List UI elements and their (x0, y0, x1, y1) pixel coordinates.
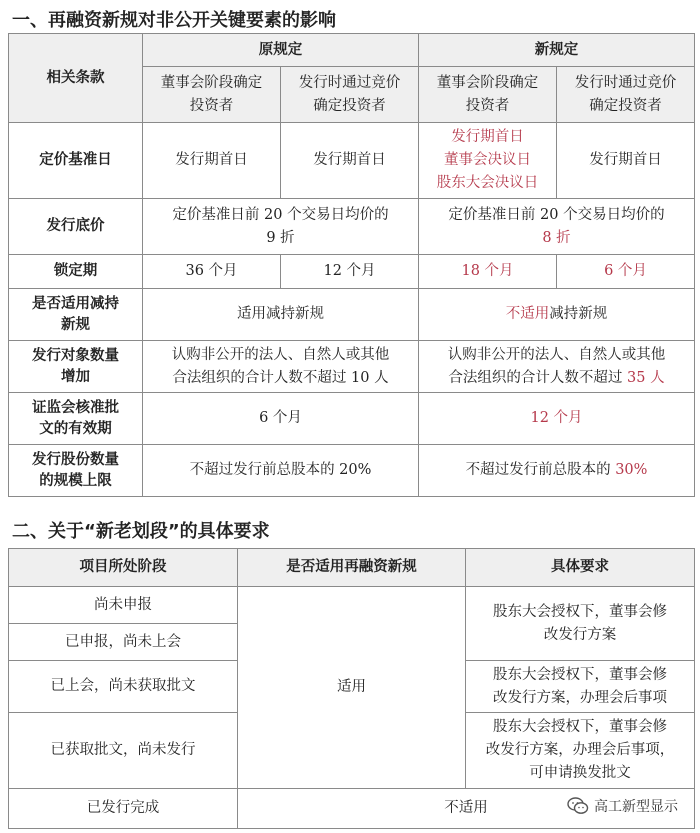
table-row (9, 393, 695, 445)
watermark (567, 796, 678, 816)
table-row (9, 549, 695, 587)
table-cell: 发行期首日 (557, 123, 695, 199)
table-cell: 12 个月 (419, 393, 695, 445)
table-row (9, 445, 695, 497)
stage-cell: 尚未申报 (9, 587, 238, 624)
table-cell: 认购非公开的法人、自然人或其他 合法组织的合计人数不超过 35 人 (419, 341, 695, 393)
table-cell: 定价基准日前 20 个交易日均价的 9 折 (143, 199, 419, 255)
stage-cell: 已申报，尚未上会 (9, 624, 238, 661)
table-cell: 18 个月 (419, 255, 557, 289)
header-stage: 项目所处阶段 (9, 549, 238, 587)
table-row (9, 255, 695, 289)
rules-comparison-table (8, 33, 695, 497)
section1-title: 一、再融资新规对非公开关键要素的影响 (12, 10, 336, 31)
table-cell: 发行期首日 董事会决议日 股东大会决议日 (419, 123, 557, 199)
table-cell: 6 个月 (557, 255, 695, 289)
table-cell: 不适用减持新规 (419, 289, 695, 341)
table-row (9, 123, 695, 199)
table-cell: 适用减持新规 (143, 289, 419, 341)
wechat-icon (567, 797, 589, 815)
header-old-rules: 原规定 (143, 34, 419, 67)
table-cell: 36 个月 (143, 255, 281, 289)
stage-cell: 已发行完成 (9, 789, 238, 829)
not-applicable-cell: 不适用 (238, 789, 695, 829)
table-cell: 认购非公开的法人、自然人或其他 合法组织的合计人数不超过 10 人 (143, 341, 419, 393)
header-item-column: 相关条款 (9, 34, 143, 123)
row-label: 发行底价 (9, 199, 143, 255)
table-cell: 不超过发行前总股本的 30% (419, 445, 695, 497)
header-old-board-stage: 董事会阶段确定 投资者 (143, 67, 281, 123)
table-row (9, 199, 695, 255)
requirement-cell: 股东大会授权下，董事会修 改发行方案，办理会后事项， 可申请换发批文 (466, 713, 695, 789)
table-cell: 定价基准日前 20 个交易日均价的 8 折 (419, 199, 695, 255)
header-applicable: 是否适用再融资新规 (238, 549, 466, 587)
table-cell: 发行期首日 (143, 123, 281, 199)
stage-cell: 已上会，尚未获取批文 (9, 661, 238, 713)
row-label: 锁定期 (9, 255, 143, 289)
table-row (9, 34, 695, 67)
table-row (9, 289, 695, 341)
watermark-text: 高工新型显示 (594, 799, 678, 815)
row-label: 发行对象数量 增加 (9, 341, 143, 393)
table-row (9, 587, 695, 624)
row-label: 证监会核准批 文的有效期 (9, 393, 143, 445)
header-old-bidding: 发行时通过竞价 确定投资者 (281, 67, 419, 123)
header-requirement: 具体要求 (466, 549, 695, 587)
requirement-cell: 股东大会授权下，董事会修 改发行方案 (466, 587, 695, 661)
section2-title: 二、关于“新老划段”的具体要求 (12, 521, 270, 542)
table-cell: 6 个月 (143, 393, 419, 445)
applicable-cell: 适用 (238, 587, 466, 789)
stage-cell: 已获取批文，尚未发行 (9, 713, 238, 789)
header-new-rules: 新规定 (419, 34, 695, 67)
row-label: 是否适用减持 新规 (9, 289, 143, 341)
header-new-board-stage: 董事会阶段确定 投资者 (419, 67, 557, 123)
row-label: 定价基准日 (9, 123, 143, 199)
header-new-bidding: 发行时通过竞价 确定投资者 (557, 67, 695, 123)
transition-requirements-table (8, 548, 695, 829)
table-cell: 12 个月 (281, 255, 419, 289)
row-label: 发行股份数量 的规模上限 (9, 445, 143, 497)
table-cell: 不超过发行前总股本的 20% (143, 445, 419, 497)
table-cell: 发行期首日 (281, 123, 419, 199)
requirement-cell: 股东大会授权下，董事会修 改发行方案，办理会后事项 (466, 661, 695, 713)
table-row (9, 341, 695, 393)
